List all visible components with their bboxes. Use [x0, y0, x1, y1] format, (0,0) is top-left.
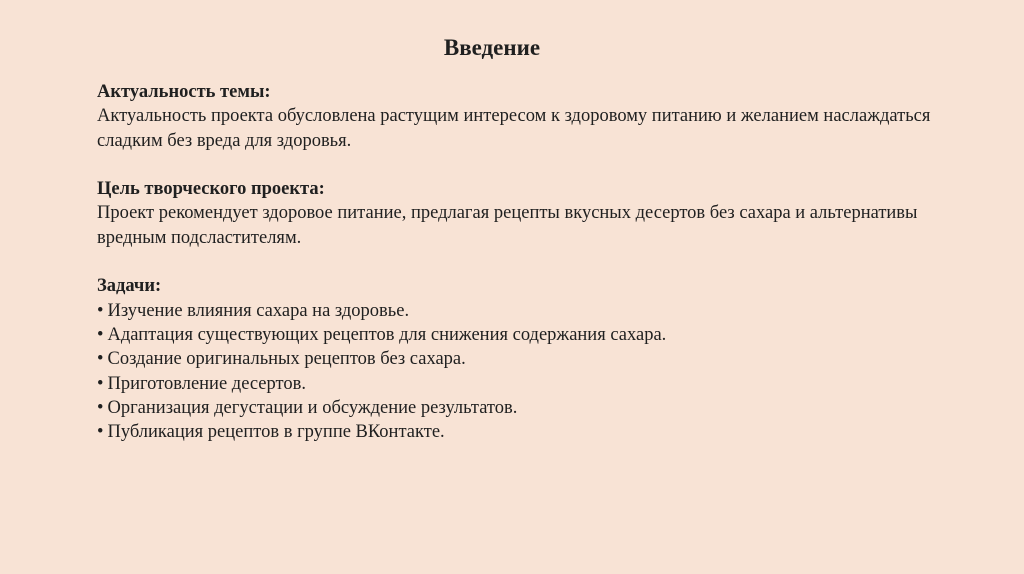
slide-content [97, 80, 957, 469]
section-tasks [97, 274, 957, 444]
tasks-list [97, 299, 957, 445]
task-text: Изучение влияния сахара на здоровье. [107, 300, 410, 321]
bullet-icon: • [97, 373, 104, 394]
bullet-icon: • [97, 324, 104, 345]
task-text: Адаптация существующих рецептов для снижения содержания сахара. [107, 324, 667, 345]
list-item [97, 299, 957, 323]
section-relevance [97, 80, 957, 153]
task-text: Публикация рецептов в группе ВКонтакте. [107, 422, 445, 443]
task-text: Организация дегустации и обсуждение результатов. [107, 397, 518, 418]
section-goal [97, 177, 957, 250]
section-heading-tasks: Задачи: [97, 276, 162, 297]
section-text-relevance: Актуальность проекта обусловлена растущим интересом к здоровому питанию и желанием наслаждаться сладким без вреда для здоровья. [97, 106, 931, 151]
slide-title-text: Введение [443, 35, 541, 60]
slide-title [0, 35, 1024, 61]
task-text: Приготовление десертов. [107, 373, 306, 394]
section-text-goal: Проект рекомендует здоровое питание, предлагая рецепты вкусных десертов без сахара и альтернативы вредным подсластителям. [97, 203, 918, 248]
bullet-icon: • [97, 397, 104, 418]
section-heading-relevance: Актуальность темы: [97, 82, 271, 102]
list-item [97, 347, 957, 371]
task-text: Создание оригинальных рецептов без сахара. [107, 349, 466, 370]
bullet-icon: • [97, 349, 104, 370]
list-item [97, 323, 957, 347]
list-item [97, 420, 957, 444]
list-item [97, 372, 957, 396]
section-heading-goal: Цель творческого проекта: [97, 179, 325, 200]
bullet-icon: • [97, 300, 104, 321]
bullet-icon: • [97, 422, 104, 443]
list-item [97, 396, 957, 420]
